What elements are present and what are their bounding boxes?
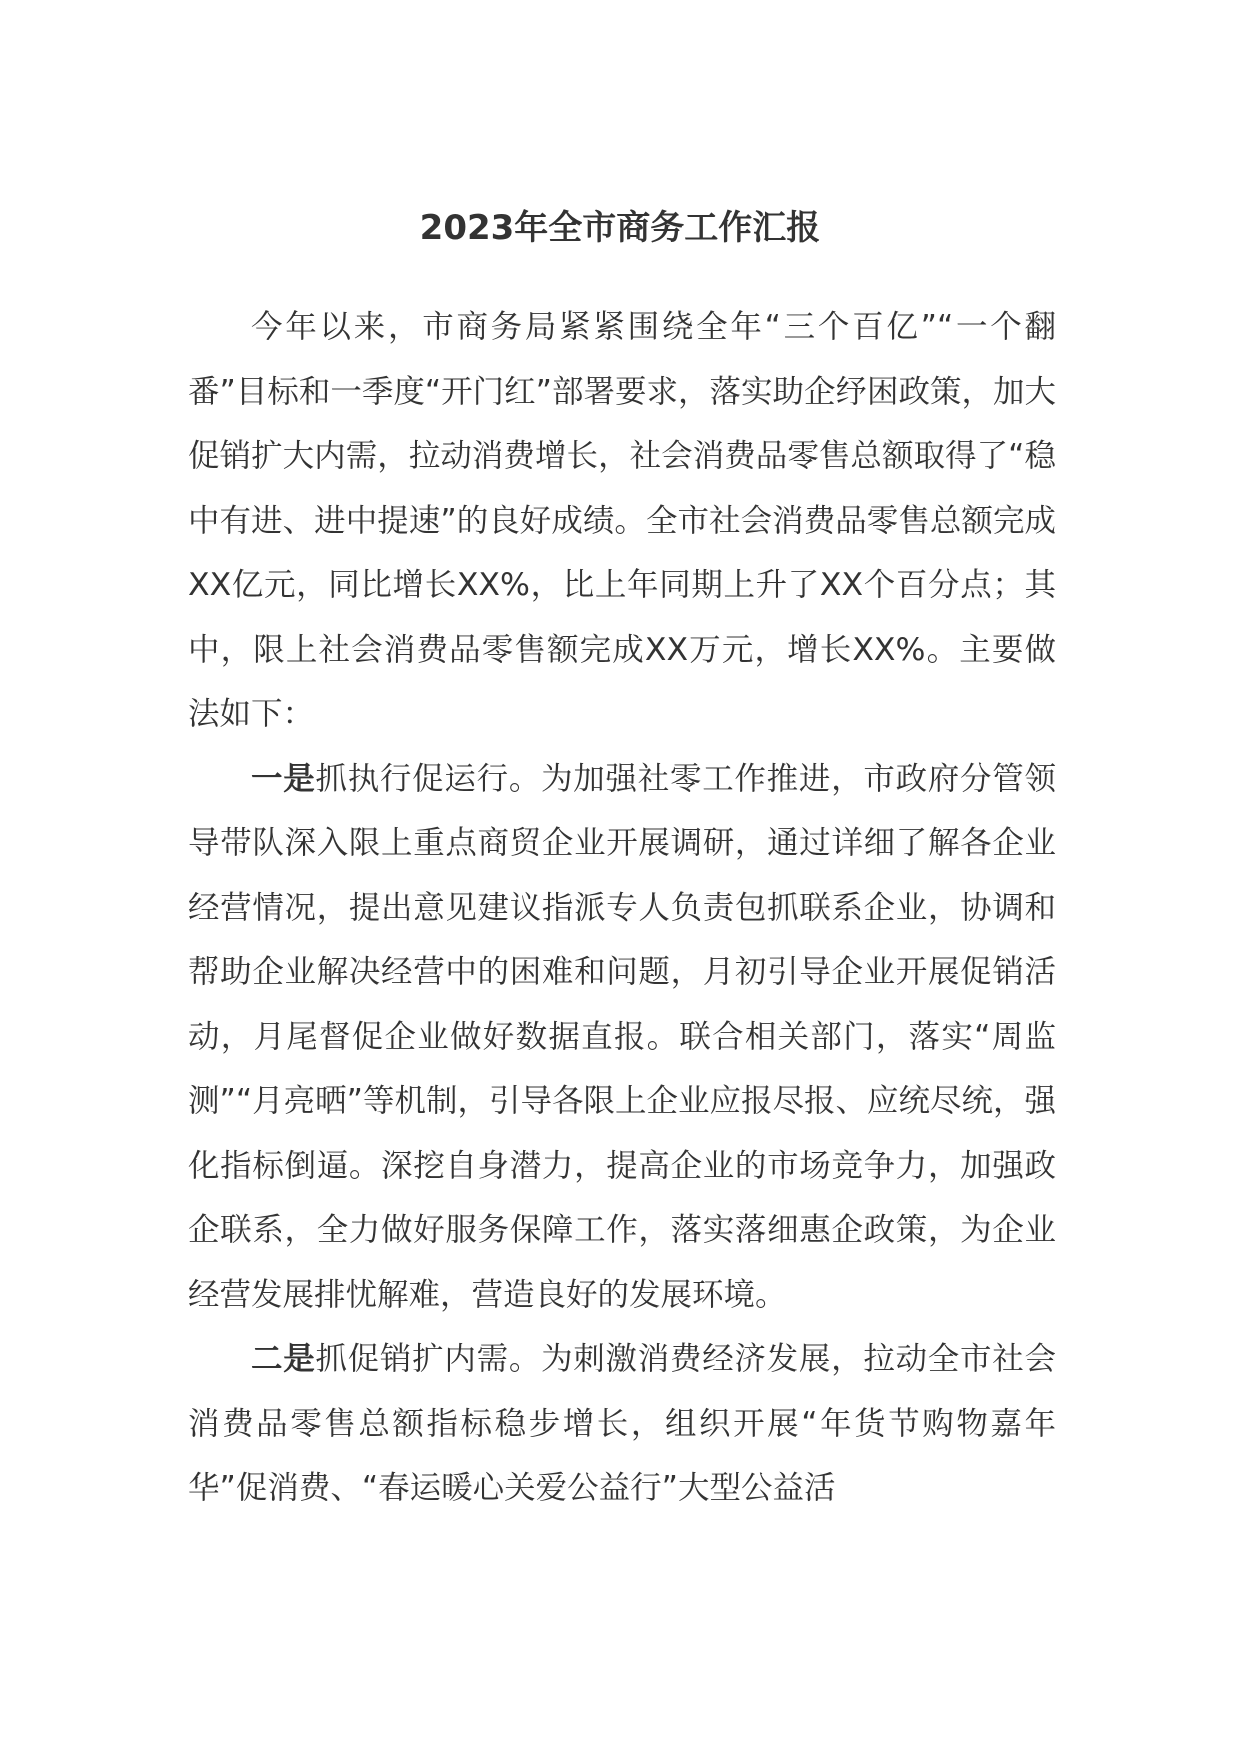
document-title: 2023年全市商务工作汇报 <box>419 208 821 248</box>
section-lead-2: 二是 <box>251 1341 316 1377</box>
section-lead-1: 一是 <box>251 760 316 797</box>
section-paragraph-2 <box>188 1327 1056 1521</box>
section-paragraph-1 <box>188 747 1056 1328</box>
section-text-1: 抓执行促运行。为加强社零工作推进，市政府分管领导带队深入限上重点商贸企业开展调研，通过详细了解各企业经营情况，提出意见建议指派专人负责包抓联系企业，协调和帮助企业解决经营中的困难和问题，月初引导企业开展促销活动，月尾督促企业做好数据直报。联合相关部门，落实“周监测”“月亮晒”等机制，引导各限上企业应报尽报、应统尽统，强化指标倒逼。深挖自身潜力，提高企业的市场竞争力，加强政企联系，全力做好服务保障工作，落实落细惠企政策，为企业经营发展排忧解难，营造良好的发展环境。 <box>188 760 1056 1313</box>
intro-paragraph: 今年以来，市商务局紧紧围绕全年“三个百亿”“一个翻番”目标和一季度“开门红”部署要求，落实助企纾困政策，加大促销扩大内需，拉动消费增长，社会消费品零售总额取得了“稳中有进、进中提速”的良好成绩。全市社会消费品零售总额完成XX亿元，同比增长XX%，比上年同期上升了XX个百分点；其中，限上社会消费品零售额完成XX万元，增长XX%。主要做法如下： <box>188 309 1056 732</box>
document-body <box>188 295 1056 1521</box>
section-text-2: 抓促销扩内需。为刺激消费经济发展，拉动全市社会消费品零售总额指标稳步增长，组织开展“年货节购物嘉年华”促消费、“春运暖心关爱公益行”大型公益活 <box>188 1341 1056 1506</box>
